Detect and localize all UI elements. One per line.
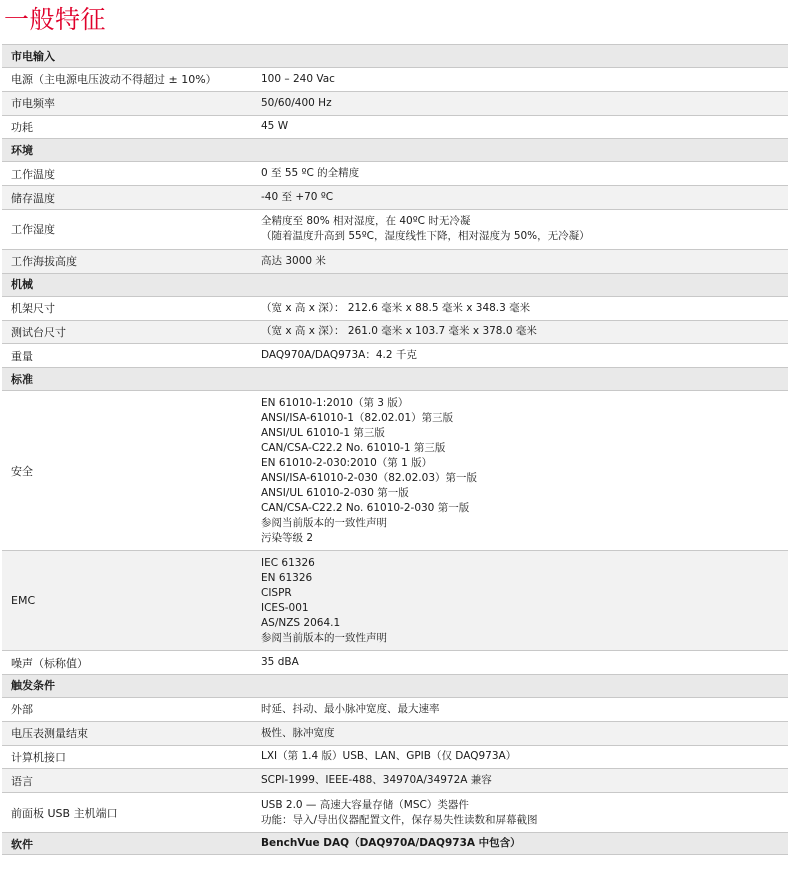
section-title: 环境 (11, 143, 33, 157)
value-line: 45 W (261, 120, 289, 133)
value-line: BenchVue DAQ（DAQ970A/DAQ973A 中包含） (261, 837, 521, 850)
spec-label: 重量 (11, 349, 33, 363)
spec-row (2, 721, 788, 745)
value-line: （随着温度升高到 55ºC，湿度线性下降，相对湿度为 50%，无冷凝） (261, 230, 590, 243)
spec-row (2, 249, 788, 273)
spec-label: 电源（主电源电压波动不得超过 ± 10%） (11, 73, 217, 87)
spec-value (254, 651, 788, 674)
spec-label: 功耗 (11, 120, 33, 134)
spec-row (2, 161, 788, 185)
section-header (2, 44, 788, 67)
spec-label: 电压表测量结束 (11, 727, 88, 741)
value-line: CAN/CSA-C22.2 No. 61010-2-030 第一版 (261, 501, 470, 514)
value-line: 高达 3000 米 (261, 254, 326, 267)
spec-label: 工作湿度 (11, 223, 55, 237)
spec-row (2, 550, 788, 650)
spec-row (2, 209, 788, 249)
spec-label: 储存温度 (11, 191, 55, 205)
spec-value (254, 344, 788, 367)
spec-label: 语言 (11, 774, 33, 788)
spec-label: 前面板 USB 主机端口 (11, 806, 118, 820)
spec-label: 外部 (11, 703, 33, 717)
value-line: CISPR (261, 586, 292, 599)
value-line: LXI（第 1.4 版）USB、LAN、GPIB（仅 DAQ973A） (261, 750, 517, 763)
spec-label: 工作海拔高度 (11, 255, 77, 269)
spec-row (2, 320, 788, 344)
spec-label: EMC (11, 594, 36, 608)
spec-row (2, 91, 788, 115)
spec-value (254, 68, 788, 91)
value-line: EN 61326 (261, 571, 313, 584)
spec-label: 市电频率 (11, 97, 55, 111)
page-title: 一般特征 (4, 5, 107, 34)
spec-label: 测试台尺寸 (11, 325, 66, 339)
value-line: USB 2.0 — 高速大容量存储（MSC）类器件 (261, 798, 469, 811)
value-line: 参阅当前版本的一致性声明 (261, 631, 387, 644)
value-line: SCPI-1999、IEEE-488、34970A/34972A 兼容 (261, 774, 492, 787)
value-line: （宽 x 高 x 深）： 261.0 毫米 x 103.7 毫米 x 378.0 毫米 (261, 325, 537, 338)
value-line: （宽 x 高 x 深）： 212.6 毫米 x 88.5 毫米 x 348.3 毫米 (261, 301, 531, 314)
value-line: EN 61010-1:2010（第 3 版） (261, 396, 409, 409)
section-header (2, 367, 788, 390)
section-title: 市电输入 (11, 49, 55, 63)
spec-row (2, 115, 788, 139)
section-header (2, 138, 788, 161)
spec-value (254, 116, 788, 139)
value-line: 污染等级 2 (261, 531, 314, 544)
value-line: DAQ970A/DAQ973A：4.2 千克 (261, 349, 417, 362)
spec-row (2, 390, 788, 550)
spec-value (254, 551, 788, 650)
spec-row (2, 768, 788, 792)
value-line: 50/60/400 Hz (261, 96, 332, 109)
spec-value (254, 250, 788, 273)
spec-value (254, 391, 788, 550)
value-line: 参阅当前版本的一致性声明 (261, 516, 387, 529)
section-value (254, 836, 788, 851)
value-line: ANSI/ISA-61010-1（82.02.01）第三版 (261, 411, 454, 424)
spec-row (2, 67, 788, 91)
spec-label: 安全 (11, 464, 33, 478)
value-line: IEC 61326 (261, 556, 315, 569)
spec-row (2, 745, 788, 769)
spec-value (254, 746, 788, 769)
spec-value (254, 769, 788, 792)
value-line: ICES-001 (261, 601, 309, 614)
spec-label: 工作温度 (11, 167, 55, 181)
value-line: 全精度至 80% 相对湿度，在 40ºC 时无冷凝 (261, 215, 471, 228)
spec-row (2, 343, 788, 367)
value-line: EN 61010-2-030:2010（第 1 版） (261, 456, 433, 469)
value-line: 35 dBA (261, 656, 299, 669)
spec-label: 机架尺寸 (11, 302, 55, 316)
spec-value (254, 186, 788, 209)
spec-value (254, 297, 788, 320)
value-line: -40 至 +70 ºC (261, 191, 334, 204)
section-title: 机械 (11, 278, 33, 292)
section-header (2, 832, 788, 855)
value-line: ANSI/UL 61010-2-030 第一版 (261, 486, 409, 499)
spec-value (254, 722, 788, 745)
section-title: 标准 (11, 372, 33, 386)
value-line: 100 – 240 Vac (261, 72, 335, 85)
spec-value (254, 162, 788, 185)
spec-row (2, 650, 788, 674)
value-line: AS/NZS 2064.1 (261, 616, 341, 629)
section-header (2, 273, 788, 296)
value-line: ANSI/UL 61010-1 第三版 (261, 426, 385, 439)
spec-value (254, 793, 788, 832)
value-line: 极性、脉冲宽度 (261, 726, 335, 739)
value-line: 0 至 55 ºC 的全精度 (261, 167, 360, 180)
spec-row (2, 792, 788, 832)
spec-value (254, 698, 788, 721)
spec-row (2, 185, 788, 209)
spec-label: 计算机接口 (11, 750, 66, 764)
value-line: 功能：导入/导出仪器配置文件，保存易失性读数和屏幕截图 (261, 813, 538, 826)
spec-value (254, 321, 788, 344)
section-title: 软件 (11, 837, 33, 851)
section-header (2, 674, 788, 697)
spec-value (254, 210, 788, 249)
value-line: 时延、抖动、最小脉冲宽度、最大速率 (261, 702, 440, 715)
spec-row (2, 296, 788, 320)
spec-value (254, 92, 788, 115)
section-title: 触发条件 (11, 679, 55, 693)
spec-table (2, 44, 788, 855)
spec-row (2, 697, 788, 721)
spec-label: 噪声（标称值） (11, 656, 88, 670)
value-line: ANSI/ISA-61010-2-030（82.02.03）第一版 (261, 471, 477, 484)
value-line: CAN/CSA-C22.2 No. 61010-1 第三版 (261, 441, 446, 454)
